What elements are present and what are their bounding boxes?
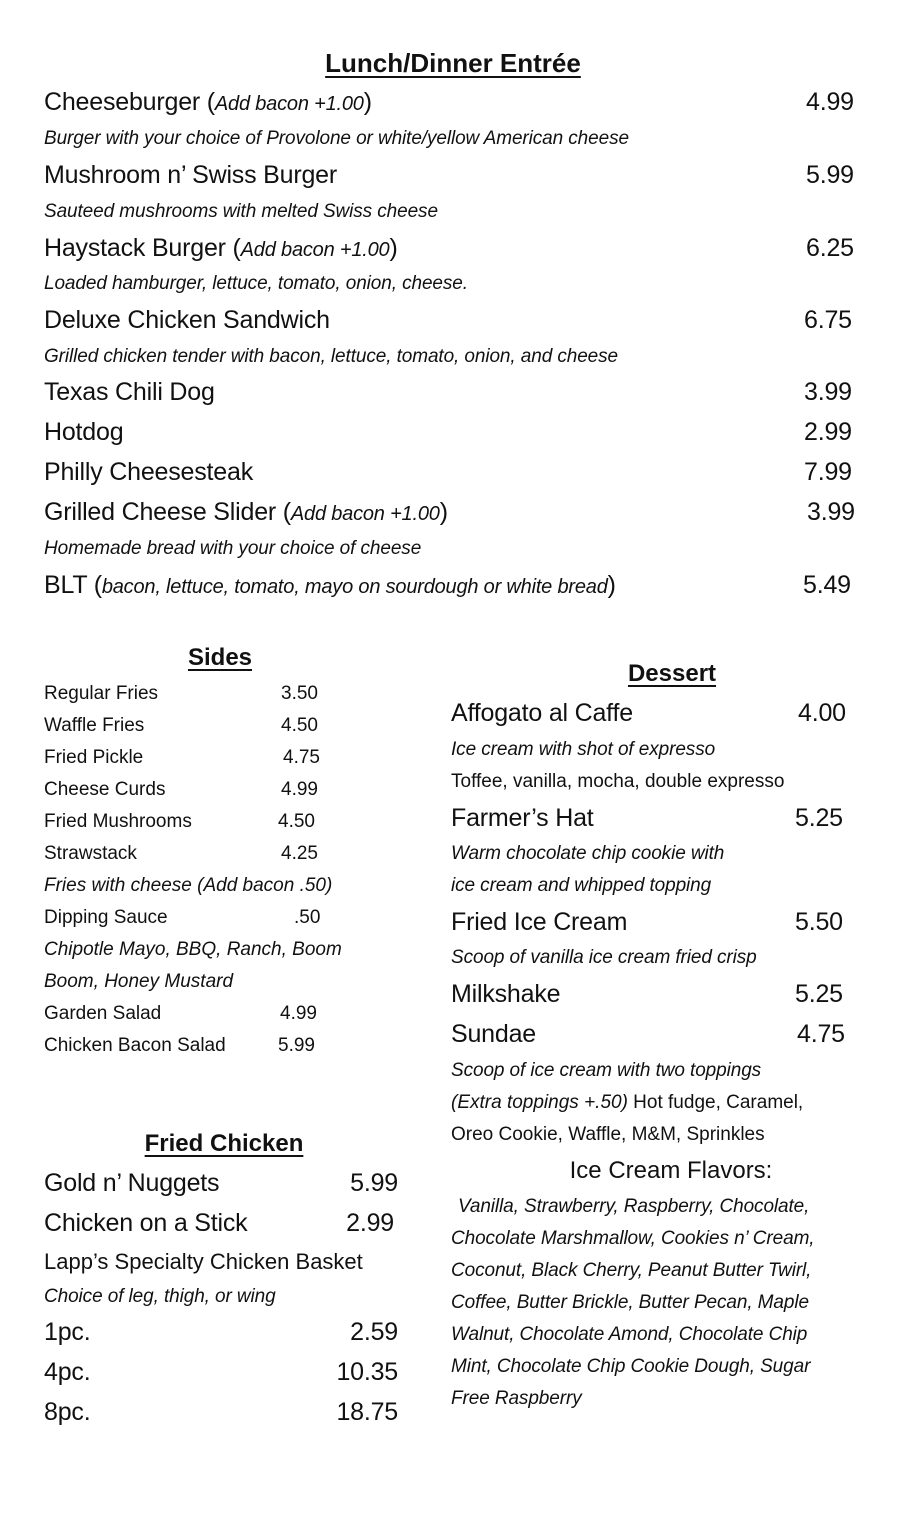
desc-grilled-cheese: Homemade bread with your choice of cheese [44, 538, 422, 559]
price-dipping-sauce: .50 [294, 907, 321, 928]
menu-item-cheeseburger: Cheeseburger (Add bacon +1.00) [44, 88, 372, 116]
price-fried-pickle: 4.75 [283, 747, 320, 768]
price-hotdog: 2.99 [804, 418, 852, 446]
price-grilled-cheese: 3.99 [807, 498, 855, 526]
price-philly: 7.99 [804, 458, 852, 486]
desc-affogato: Ice cream with shot of expresso [451, 739, 716, 760]
side-waffle-fries: Waffle Fries [44, 715, 145, 736]
flavors-line-5: Walnut, Chocolate Amond, Chocolate Chip [451, 1324, 808, 1345]
entree-heading: Lunch/Dinner Entrée [325, 48, 581, 78]
flavors-line-6: Mint, Chocolate Chip Cookie Dough, Sugar [451, 1356, 811, 1377]
price-chicken-bacon-salad: 5.99 [278, 1035, 315, 1056]
desc-specialty-basket: Choice of leg, thigh, or wing [44, 1286, 276, 1307]
price-mushroom-swiss: 5.99 [806, 161, 854, 189]
side-garden-salad: Garden Salad [44, 1003, 162, 1024]
menu-item-hotdog: Hotdog [44, 418, 124, 446]
desc-cheeseburger: Burger with your choice of Provolone or white/yellow American cheese [44, 128, 629, 149]
price-strawstack: 4.25 [281, 843, 318, 864]
price-sundae: 4.75 [797, 1020, 845, 1048]
side-regular-fries: Regular Fries [44, 683, 159, 704]
flavors-line-1: Vanilla, Strawberry, Raspberry, Chocolate, [458, 1196, 810, 1217]
sundae-toppings-line1: (Extra toppings +.50) Hot fudge, Caramel, [451, 1092, 804, 1113]
price-1pc: 2.59 [350, 1318, 398, 1346]
price-cheeseburger: 4.99 [806, 88, 854, 116]
dipping-sauce-options-line1: Chipotle Mayo, BBQ, Ranch, Boom [44, 939, 342, 960]
side-fried-mushrooms: Fried Mushrooms [44, 811, 192, 832]
side-cheese-curds: Cheese Curds [44, 779, 166, 800]
chicken-specialty-basket: Lapp’s Specialty Chicken Basket [44, 1249, 363, 1274]
price-waffle-fries: 4.50 [281, 715, 318, 736]
dessert-fried-ice-cream: Fried Ice Cream [451, 908, 628, 936]
desc-mushroom-swiss: Sauteed mushrooms with melted Swiss cheese [44, 201, 438, 222]
price-blt: 5.49 [803, 571, 851, 599]
side-fried-pickle: Fried Pickle [44, 747, 144, 768]
side-strawstack: Strawstack [44, 843, 137, 864]
menu-item-deluxe-chicken: Deluxe Chicken Sandwich [44, 306, 330, 334]
menu-item-texas-chili-dog: Texas Chili Dog [44, 378, 215, 406]
price-chicken-on-a-stick: 2.99 [346, 1209, 394, 1237]
price-gold-nuggets: 5.99 [350, 1169, 398, 1197]
price-8pc: 18.75 [336, 1398, 398, 1426]
flavors-line-3: Coconut, Black Cherry, Peanut Butter Twirl, [451, 1260, 812, 1281]
menu-item-philly: Philly Cheesesteak [44, 458, 254, 486]
side-fries-with-cheese: Fries with cheese (Add bacon .50) [44, 875, 333, 896]
side-chicken-bacon-salad: Chicken Bacon Salad [44, 1035, 226, 1056]
menu-item-haystack: Haystack Burger (Add bacon +1.00) [44, 234, 398, 262]
desc-farmers-hat-line2: ice cream and whipped topping [451, 875, 712, 896]
menu-item-blt: BLT (bacon, lettuce, tomato, mayo on sourdough or white bread) [44, 571, 616, 599]
price-texas-chili-dog: 3.99 [804, 378, 852, 406]
price-affogato: 4.00 [798, 699, 846, 727]
sundae-toppings-line2: Oreo Cookie, Waffle, M&M, Sprinkles [451, 1124, 765, 1145]
desc-haystack: Loaded hamburger, lettuce, tomato, onion, cheese. [44, 273, 468, 294]
menu-item-mushroom-swiss: Mushroom n’ Swiss Burger [44, 161, 337, 189]
affogato-options: Toffee, vanilla, mocha, double expresso [451, 771, 785, 792]
flavors-line-7: Free Raspberry [451, 1388, 582, 1409]
price-fried-mushrooms: 4.50 [278, 811, 315, 832]
flavors-line-4: Coffee, Butter Brickle, Butter Pecan, Maple [451, 1292, 809, 1313]
menu-item-grilled-cheese: Grilled Cheese Slider (Add bacon +1.00) [44, 498, 448, 526]
price-milkshake: 5.25 [795, 980, 843, 1008]
dessert-farmers-hat: Farmer’s Hat [451, 804, 594, 832]
chicken-4pc: 4pc. [44, 1358, 91, 1386]
chicken-8pc: 8pc. [44, 1398, 91, 1426]
chicken-gold-nuggets: Gold n’ Nuggets [44, 1169, 220, 1197]
price-cheese-curds: 4.99 [281, 779, 318, 800]
dipping-sauce-options-line2: Boom, Honey Mustard [44, 971, 234, 992]
sides-heading: Sides [187, 644, 253, 671]
price-4pc: 10.35 [336, 1358, 398, 1386]
dessert-milkshake: Milkshake [451, 980, 561, 1008]
ice-cream-flavors-heading: Ice Cream Flavors: [569, 1157, 773, 1184]
flavors-line-2: Chocolate Marshmallow, Cookies n’ Cream, [451, 1228, 815, 1249]
price-fried-ice-cream: 5.50 [795, 908, 843, 936]
desc-sundae: Scoop of ice cream with two toppings [451, 1060, 762, 1081]
price-deluxe-chicken: 6.75 [804, 306, 852, 334]
desc-deluxe-chicken: Grilled chicken tender with bacon, lettuce, tomato, onion, and cheese [44, 346, 619, 367]
chicken-1pc: 1pc. [44, 1318, 91, 1346]
dessert-sundae: Sundae [451, 1020, 536, 1048]
desc-farmers-hat-line1: Warm chocolate chip cookie with [451, 843, 725, 864]
side-dipping-sauce: Dipping Sauce [44, 907, 168, 928]
price-farmers-hat: 5.25 [795, 804, 843, 832]
price-haystack: 6.25 [806, 234, 854, 262]
dessert-affogato: Affogato al Caffe [451, 699, 633, 727]
desc-fried-ice-cream: Scoop of vanilla ice cream fried crisp [451, 947, 757, 968]
fried-chicken-heading: Fried Chicken [144, 1130, 304, 1157]
dessert-heading: Dessert [627, 660, 717, 687]
price-garden-salad: 4.99 [280, 1003, 317, 1024]
price-regular-fries: 3.50 [281, 683, 318, 704]
chicken-on-a-stick: Chicken on a Stick [44, 1209, 248, 1237]
